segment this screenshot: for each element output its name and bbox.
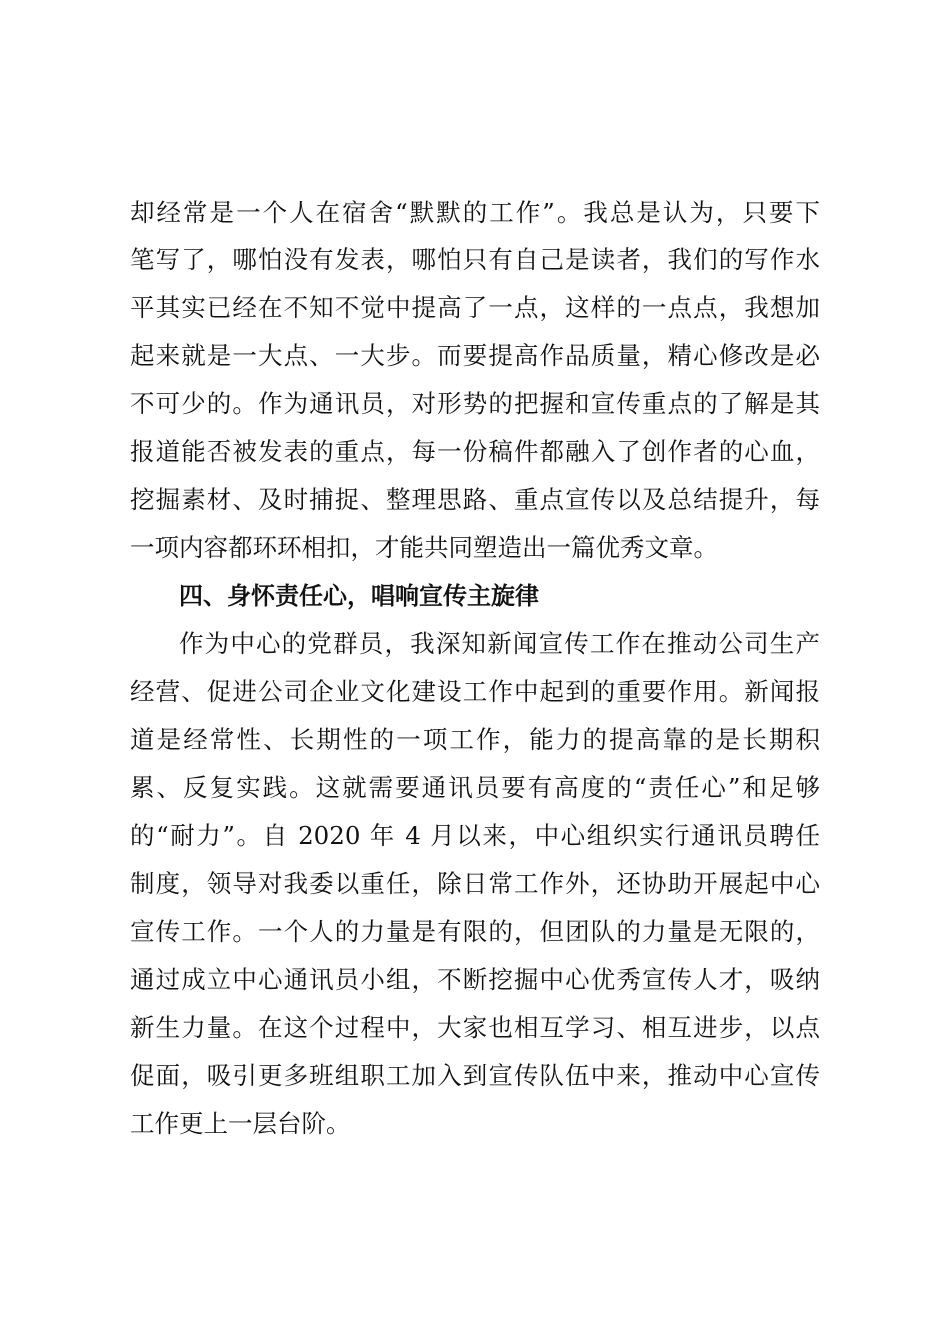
paragraph-line: 笔写了，哪怕没有发表，哪怕只有自己是读者，我们的写作水 (130, 245, 820, 274)
paragraph-line: 道是经常性、长期性的一项工作，能力的提高靠的是长期积 (130, 725, 820, 754)
paragraph-line: 经营、促进公司企业文化建设工作中起到的重要作用。新闻报 (130, 677, 820, 706)
paragraph-line: 不可少的。作为通讯员，对形势的把握和宣传重点的了解是其 (130, 389, 820, 418)
paragraph-line: 一项内容都环环相扣，才能共同塑造出一篇优秀文章。 (130, 533, 718, 562)
paragraph-line: 宣传工作。一个人的力量是有限的，但团队的力量是无限的， (130, 917, 820, 946)
paragraph-line: 工作更上一层台阶。 (130, 1109, 351, 1138)
paragraph-line: 却经常是一个人在宿舍“默默的工作”。我总是认为，只要下 (130, 198, 820, 227)
section-heading: 四、身怀责任心，唱响宣传主旋律 (179, 582, 539, 610)
paragraph-line: 报道能否被发表的重点，每一份稿件都融入了创作者的心血， (130, 437, 820, 466)
paragraph-line: 新生力量。在这个过程中，大家也相互学习、相互进步，以点 (130, 1013, 820, 1042)
paragraph-line: 挖掘素材、及时捕捉、整理思路、重点宣传以及总结提升，每 (130, 485, 820, 514)
paragraph-line: 起来就是一大点、一大步。而要提高作品质量，精心修改是必 (130, 341, 820, 370)
paragraph-line: 通过成立中心通讯员小组，不断挖掘中心优秀宣传人才，吸纳 (130, 965, 820, 994)
paragraph-line: 作为中心的党群员，我深知新闻宣传工作在推动公司生产 (179, 629, 820, 658)
paragraph-line: 累、反复实践。这就需要通讯员要有高度的“责任心”和足够 (130, 773, 820, 802)
paragraph-line: 促面，吸引更多班组职工加入到宣传队伍中来，推动中心宣传 (130, 1061, 820, 1090)
paragraph-line: 制度，领导对我委以重任，除日常工作外，还协助开展起中心 (130, 869, 820, 898)
paragraph-line: 的“耐力”。自 2020 年 4 月以来，中心组织实行通讯员聘任 (130, 821, 820, 850)
paragraph-line: 平其实已经在不知不觉中提高了一点，这样的一点点，我想加 (130, 293, 820, 322)
